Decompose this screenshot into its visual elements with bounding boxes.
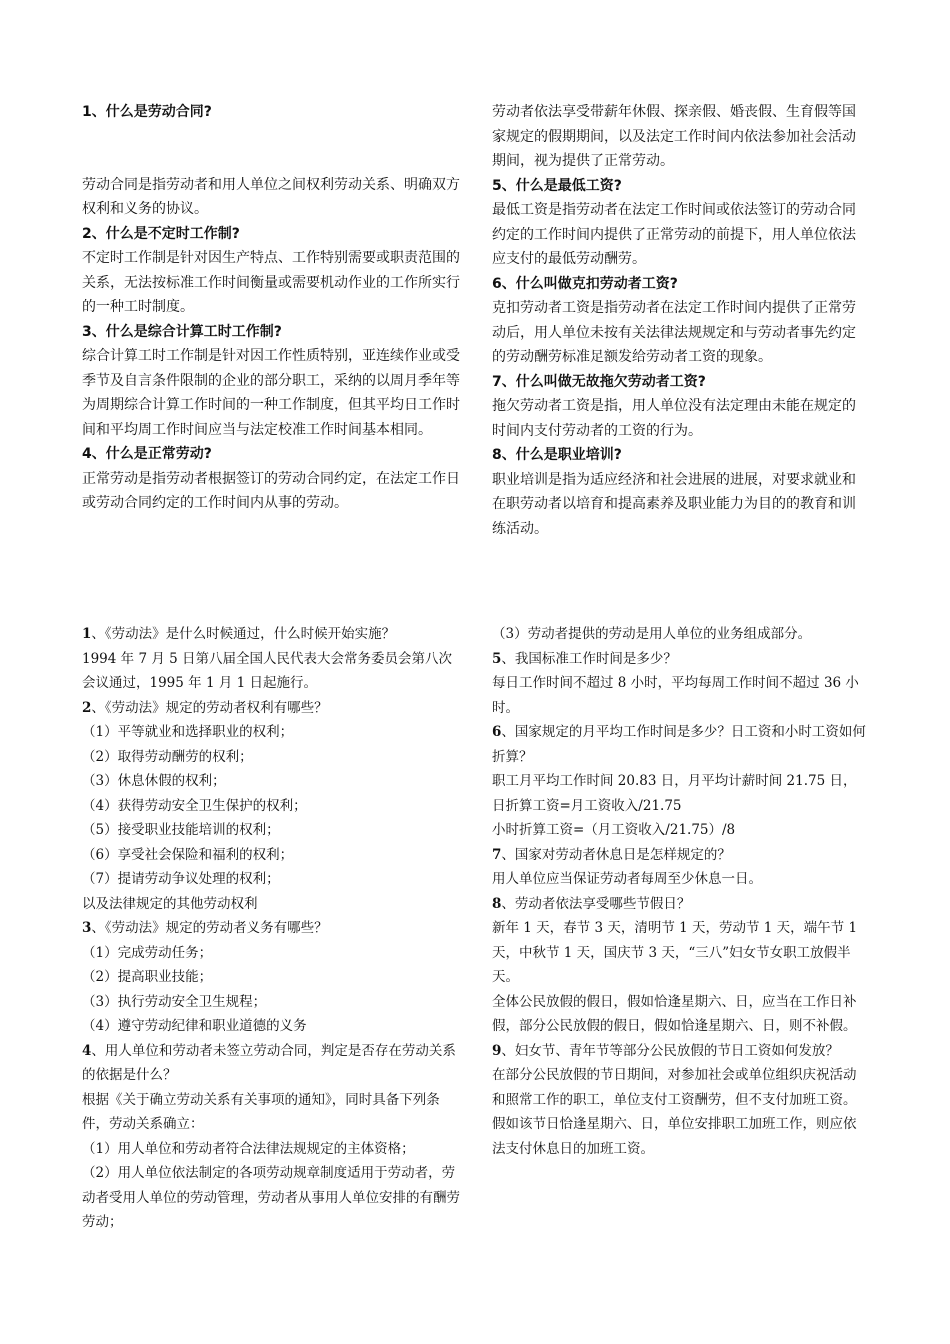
faq-question: [82, 916, 460, 941]
faq-answer-line: （3）执行劳动安全卫生规程；: [82, 993, 267, 1010]
faq-answer-line: （2）取得劳动酬劳的权利；: [82, 748, 253, 765]
faq-answer-line: （4）获得劳动安全卫生保护的权利；: [82, 797, 307, 814]
faq-question: [492, 1039, 868, 1064]
bottom-right-column: [492, 622, 868, 1161]
top-left-column: [82, 100, 460, 516]
faq-answer-line: （6）享受社会保险和福利的权利；: [82, 846, 294, 863]
answer-8: 职业培训是指为适应经济和社会进展的进展，对要求就业和在职劳动者以培育和提高素养及职业能力为目的的教育和训练活动。: [492, 471, 856, 537]
answer-3: 综合计算工时工作制是针对因工作性质特别，亚连续作业或受季节及自言条件限制的企业的部分职工，采纳的以周月季年等为周期综合计算工作时间的一种工作制度，但其平均日工作时间和平均周工作时间应当与法定校准工作时间基本相同。: [82, 348, 460, 438]
faq-answer-line: 全体公民放假的假日，假如恰逢星期六、日，应当在工作日补假，部分公民放假的假日，假如恰逢星期六、日，则不补假。: [492, 993, 857, 1034]
faq-answer-line: 日折算工资=月工资收入/21.75: [492, 797, 682, 814]
question-text: 、《劳动法》规定的劳动者权利有哪些？: [91, 699, 328, 716]
answer-4-continued: 劳动者依法享受带薪年休假、探亲假、婚丧假、生育假等国家规定的假期期间，以及法定工作时间内依法参加社会活动期间，视为提供了正常劳动。: [492, 104, 856, 169]
faq-answer-line: 在部分公民放假的节日期间，对参加社会或单位组织庆祝活动和照常工作的职工，单位支付工资酬劳，但不支付加班工资。假如该节日恰逢星期六、日，单位安排职工加班工作，则应依法支付休息日的加班工资。: [492, 1067, 857, 1157]
question-text: 、妇女节、青年节等部分公民放假的节日工资如何发放？: [501, 1042, 839, 1059]
question-number: 6: [492, 724, 502, 740]
faq-question: [492, 647, 868, 672]
question-5: 5、什么是最低工资?: [492, 177, 622, 194]
faq-answer-line: 根据《关于确立劳动关系有关事项的通知》，同时具备下列条件，劳动关系确立：: [82, 1091, 440, 1132]
answer-7: 拖欠劳动者工资是指，用人单位没有法定理由未能在规定的时间内支付劳动者的工资的行为。: [492, 398, 856, 439]
faq-question: [492, 892, 868, 917]
question-3: 3、什么是综合计算工时工作制?: [82, 323, 282, 340]
question-number: 3: [82, 920, 92, 936]
question-text: 、用人单位和劳动者未签立劳动合同，判定是否存在劳动关系的依据是什么？: [82, 1042, 456, 1083]
answer-2: 不定时工作制是针对因生产特点、工作特别需要或职责范围的关系，无法按标准工作时间衡量或需要机动作业的工作所实行的一种工时制度。: [82, 250, 460, 315]
answer-5: 最低工资是指劳动者在法定工作时间或依法签订的劳动合同约定的工作时间内提供了正常劳动的前提下，用人单位依法应支付的最低劳动酬劳。: [492, 202, 856, 267]
question-8: 8、什么是职业培训?: [492, 447, 622, 463]
faq-question: [82, 696, 460, 721]
faq-answer-line: 新年 1 天，春节 3 天，清明节 1 天，劳动节 1 天，端午节 1 天，中秋节 1 天，国庆节 3 天，“三八”妇女节女职工放假半天。: [492, 920, 858, 985]
question-text: 、国家对劳动者休息日是怎样规定的？: [501, 846, 731, 863]
faq-answer-line: （2）用人单位依法制定的各项劳动规章制度适用于劳动者，劳动者受用人单位的劳动管理，劳动者从事用人单位安排的有酬劳劳动；: [82, 1165, 460, 1230]
faq-answer-line: 每日工作时间不超过 8 小时，平均每周工作时间不超过 36 小时。: [492, 675, 859, 716]
faq-answer-line: 以及法律规定的其他劳动权利: [82, 895, 258, 912]
question-7: 7、什么叫做无故拖欠劳动者工资?: [492, 373, 706, 390]
faq-answer-line: 用人单位应当保证劳动者每周至少休息一日。: [492, 871, 762, 887]
faq-question: [492, 720, 868, 769]
question-number: 9: [492, 1042, 502, 1059]
answer-6: 克扣劳动者工资是指劳动者在法定工作时间内提供了正常劳动后，用人单位未按有关法律法规规定和与劳动者事先约定的劳动酬劳标准足额发给劳动者工资的现象。: [492, 300, 856, 365]
faq-answer-line: （3）劳动者提供的劳动是用人单位的业务组成部分。: [492, 626, 812, 642]
question-6: 6、什么叫做克扣劳动者工资?: [492, 275, 678, 292]
faq-answer-line: （4）遵守劳动纪律和职业道德的义务: [82, 1018, 307, 1034]
question-number: 1: [82, 626, 92, 642]
question-1: 1、什么是劳动合同?: [82, 104, 212, 120]
answer-1: 劳动合同是指劳动者和用人单位之间权利劳动关系、明确双方权利和义务的协议。: [82, 176, 460, 217]
question-number: 8: [492, 895, 502, 912]
faq-question: [82, 622, 460, 647]
question-number: 2: [82, 699, 92, 716]
question-number: 4: [82, 1042, 92, 1059]
bottom-left-column: [82, 622, 460, 1235]
faq-answer-line: 职工月平均工作时间 20.83 日，月平均计薪时间 21.75 日，: [492, 773, 857, 789]
question-text: 、国家规定的月平均工作时间是多少？日工资和小时工资如何折算？: [492, 724, 866, 765]
question-4: 4、什么是正常劳动?: [82, 446, 212, 462]
question-number: 7: [492, 846, 502, 863]
question-text: 、劳动者依法享受哪些节假日？: [501, 895, 691, 912]
faq-answer-line: 1994 年 7 月 5 日第八届全国人民代表大会常务委员会第八次会议通过，1995 年 1 月 1 日起施行。: [82, 650, 452, 691]
question-text: 、《劳动法》是什么时候通过，什么时候开始实施？: [91, 626, 396, 642]
question-text: 、我国标准工作时间是多少？: [501, 650, 677, 667]
faq-answer-line: （1）完成劳动任务；: [82, 944, 213, 961]
question-text: 、《劳动法》规定的劳动者义务有哪些？: [91, 920, 328, 936]
faq-answer-line: （3）休息休假的权利；: [82, 773, 226, 789]
faq-question: [82, 1039, 460, 1088]
faq-answer-line: （2）提高职业技能；: [82, 969, 213, 985]
answer-4: 正常劳动是指劳动者根据签订的劳动合同约定，在法定工作日或劳动合同约定的工作时间内从事的劳动。: [82, 470, 460, 511]
faq-answer-line: （1）平等就业和选择职业的权利；: [82, 724, 294, 740]
faq-answer-line: （7）提请劳动争议处理的权利；: [82, 871, 280, 887]
faq-answer-line: （1）用人单位和劳动者符合法律法规规定的主体资格；: [82, 1140, 415, 1157]
faq-question: [492, 843, 868, 868]
faq-answer-line: （5）接受职业技能培训的权利；: [82, 822, 280, 838]
faq-answer-line: 小时折算工资=（月工资收入/21.75）/8: [492, 822, 736, 838]
question-2: 2、什么是不定时工作制?: [82, 225, 240, 242]
top-right-column: [492, 100, 868, 541]
question-number: 5: [492, 650, 502, 667]
